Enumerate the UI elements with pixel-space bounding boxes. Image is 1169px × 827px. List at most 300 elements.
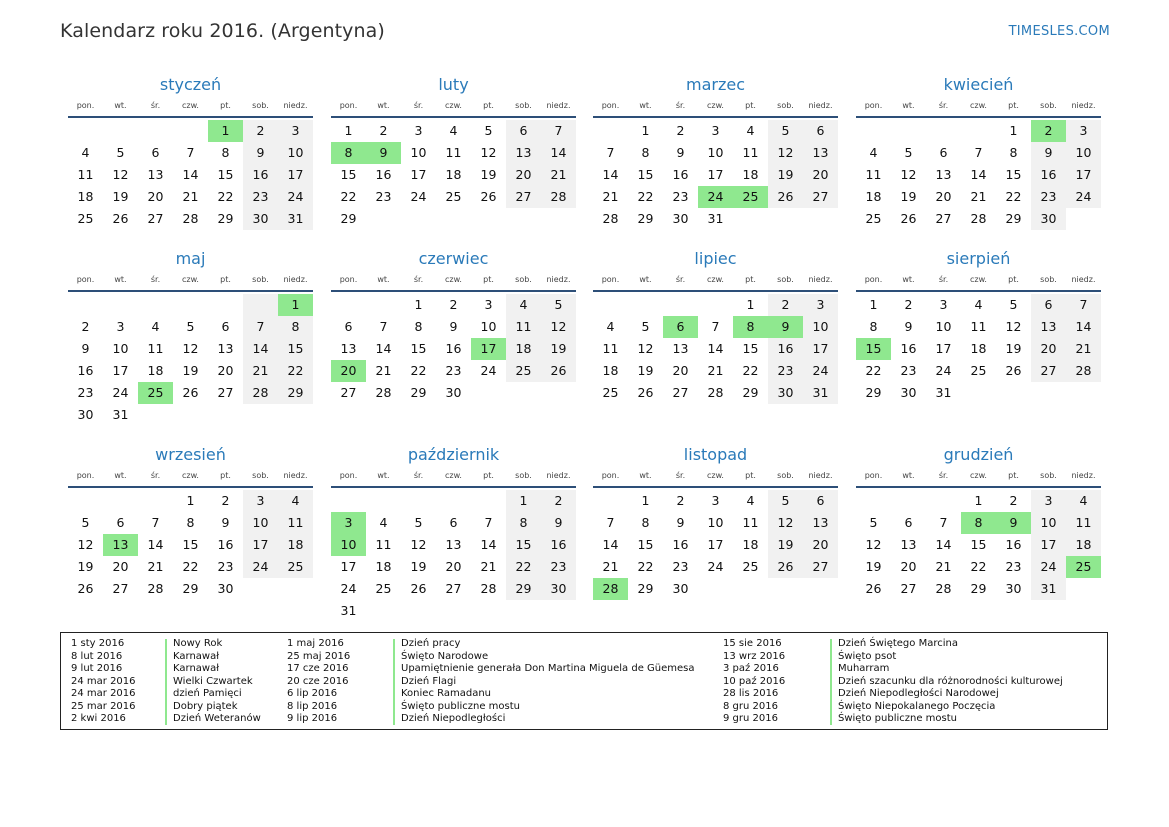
day-cell: 25	[77, 211, 94, 226]
day-cell: 24	[340, 581, 357, 596]
day-cell: 7	[186, 145, 195, 160]
day-cell: 3	[939, 297, 948, 312]
holiday-day-cell: 25	[1066, 556, 1101, 578]
day-cell: 18	[865, 189, 882, 204]
day-cell: 31	[112, 407, 129, 422]
day-cell: 7	[939, 515, 948, 530]
day-cell: 1	[641, 123, 650, 138]
day-cell: 6	[803, 120, 838, 142]
day-cell: 15	[1005, 167, 1022, 182]
day-cell: 14	[970, 167, 987, 182]
day-cell: 22	[865, 363, 882, 378]
holiday-day-cell: 9	[366, 142, 401, 164]
legend-date: 28 lis 2016	[723, 688, 779, 699]
weekday-label: czw.	[707, 471, 724, 480]
holiday-day-cell: 10	[331, 534, 366, 556]
day-cell: 17	[243, 534, 278, 556]
day-cell: 10	[1066, 142, 1101, 164]
day-cell: 21	[1066, 338, 1101, 360]
day-cell: 7	[484, 515, 493, 530]
day-cell: 6	[904, 515, 913, 530]
day-cell: 14	[243, 338, 278, 360]
day-cell: 29	[1005, 211, 1022, 226]
day-cell: 31	[707, 211, 724, 226]
day-cell: 24	[112, 385, 129, 400]
day-cell: 31	[278, 208, 313, 230]
days-grid	[68, 490, 313, 600]
day-cell: 11	[278, 512, 313, 534]
day-cell: 4	[1066, 490, 1101, 512]
day-cell: 11	[445, 145, 462, 160]
day-cell: 3	[414, 123, 423, 138]
weekday-label: sob.	[1040, 275, 1057, 284]
site-logo-link[interactable]: TIMESLES.COM	[1008, 24, 1110, 39]
day-cell: 4	[506, 294, 541, 316]
weekday-label: czw.	[970, 275, 987, 284]
holiday-day-cell: 8	[961, 512, 996, 534]
day-cell: 7	[974, 145, 983, 160]
day-cell: 8	[186, 515, 195, 530]
month-name: luty	[438, 75, 469, 94]
day-cell: 4	[278, 490, 313, 512]
day-cell: 24	[278, 186, 313, 208]
day-cell: 6	[116, 515, 125, 530]
weekday-header	[68, 274, 313, 292]
empty-day-cell	[331, 490, 366, 512]
day-cell: 12	[77, 537, 94, 552]
day-cell: 9	[221, 515, 230, 530]
weekday-label: pon.	[76, 101, 95, 110]
day-cell: 7	[606, 515, 615, 530]
day-cell: 3	[243, 490, 278, 512]
day-cell: 2	[221, 493, 230, 508]
day-cell: 1	[344, 123, 353, 138]
month-block	[68, 74, 313, 230]
day-cell: 13	[672, 341, 689, 356]
weekday-label: pt.	[745, 275, 756, 284]
empty-day-cell	[593, 294, 628, 316]
day-cell: 3	[278, 120, 313, 142]
day-cell: 17	[112, 363, 129, 378]
holiday-day-cell: 24	[698, 186, 733, 208]
holiday-day-cell: 20	[331, 360, 366, 382]
day-cell: 24	[410, 189, 427, 204]
weekday-label: pon.	[601, 471, 620, 480]
day-cell: 14	[480, 537, 497, 552]
day-cell: 13	[803, 512, 838, 534]
weekday-header	[856, 100, 1101, 118]
day-cell: 20	[803, 164, 838, 186]
day-cell: 4	[974, 297, 983, 312]
empty-day-cell	[68, 490, 103, 512]
day-cell: 26	[865, 581, 882, 596]
weekday-label: śr.	[938, 275, 949, 284]
weekday-label: śr.	[938, 101, 949, 110]
empty-day-cell	[698, 294, 733, 316]
legend-holiday: Karnawał	[173, 663, 220, 674]
holiday-day-cell: 25	[733, 186, 768, 208]
legend-holiday: Koniec Ramadanu	[401, 688, 491, 699]
day-cell: 21	[375, 363, 392, 378]
days-grid	[68, 120, 313, 230]
day-cell: 2	[243, 120, 278, 142]
day-cell: 28	[970, 211, 987, 226]
day-cell: 2	[904, 297, 913, 312]
legend-holiday: Karnawał	[173, 650, 220, 662]
empty-day-cell	[856, 490, 891, 512]
day-cell: 16	[1005, 537, 1022, 552]
day-cell: 30	[243, 208, 278, 230]
day-cell: 16	[217, 537, 234, 552]
day-cell: 12	[112, 167, 129, 182]
legend-holiday: Dzień Świętego Marcina	[838, 638, 958, 649]
day-cell: 30	[672, 581, 689, 596]
day-cell: 29	[637, 581, 654, 596]
day-cell: 17	[935, 341, 952, 356]
empty-day-cell	[208, 294, 243, 316]
weekday-label: pt.	[1008, 101, 1019, 110]
day-cell: 9	[676, 145, 685, 160]
legend-holiday: Dzień Niepodległości	[401, 713, 506, 724]
weekday-label: wt.	[114, 471, 127, 480]
empty-day-cell	[331, 294, 366, 316]
day-cell: 16	[900, 341, 917, 356]
holiday-day-cell: 6	[663, 316, 698, 338]
day-cell: 27	[803, 186, 838, 208]
day-cell: 25	[445, 189, 462, 204]
weekday-label: niedz.	[1071, 471, 1096, 480]
weekday-label: pon.	[864, 101, 883, 110]
day-cell: 20	[803, 534, 838, 556]
weekday-label: czw.	[182, 275, 199, 284]
day-cell: 13	[900, 537, 917, 552]
day-cell: 24	[1066, 186, 1101, 208]
weekday-label: wt.	[902, 275, 915, 284]
weekday-header	[68, 470, 313, 488]
day-cell: 27	[340, 385, 357, 400]
day-cell: 1	[1009, 123, 1018, 138]
weekday-header	[331, 470, 576, 488]
weekday-label: niedz.	[808, 471, 833, 480]
month-name: lipiec	[694, 249, 737, 268]
day-cell: 27	[900, 581, 917, 596]
day-cell: 19	[768, 164, 803, 186]
legend-date: 9 lip 2016	[287, 713, 338, 724]
day-cell: 26	[77, 581, 94, 596]
day-cell: 6	[221, 319, 230, 334]
day-cell: 27	[217, 385, 234, 400]
day-cell: 2	[1009, 493, 1018, 508]
day-cell: 28	[602, 211, 619, 226]
day-cell: 28	[935, 581, 952, 596]
day-cell: 30	[1005, 581, 1022, 596]
day-cell: 4	[449, 123, 458, 138]
day-cell: 8	[506, 512, 541, 534]
day-cell: 23	[900, 363, 917, 378]
weekday-label: czw.	[970, 471, 987, 480]
day-cell: 30	[1031, 208, 1066, 230]
day-cell: 13	[1031, 316, 1066, 338]
day-cell: 26	[900, 211, 917, 226]
legend-holiday: dzień Pamięci	[173, 688, 242, 699]
day-cell: 16	[77, 363, 94, 378]
day-cell: 8	[869, 319, 878, 334]
weekday-label: śr.	[413, 275, 424, 284]
legend-date: 24 mar 2016	[71, 688, 136, 699]
weekday-label: wt.	[377, 471, 390, 480]
weekday-label: pon.	[339, 275, 358, 284]
weekday-label: pt.	[483, 275, 494, 284]
empty-day-cell	[103, 294, 138, 316]
day-cell: 28	[243, 382, 278, 404]
day-cell: 23	[243, 186, 278, 208]
day-cell: 25	[278, 556, 313, 578]
day-cell: 17	[278, 164, 313, 186]
day-cell: 12	[900, 167, 917, 182]
day-cell: 29	[217, 211, 234, 226]
day-cell: 11	[77, 167, 94, 182]
weekday-label: pon.	[76, 471, 95, 480]
day-cell: 18	[445, 167, 462, 182]
day-cell: 25	[506, 360, 541, 382]
empty-day-cell	[138, 294, 173, 316]
empty-day-cell	[926, 490, 961, 512]
empty-day-cell	[401, 490, 436, 512]
day-cell: 5	[1009, 297, 1018, 312]
day-cell: 7	[243, 316, 278, 338]
weekday-label: czw.	[970, 101, 987, 110]
day-cell: 8	[641, 145, 650, 160]
legend-date: 1 sty 2016	[71, 638, 125, 649]
day-cell: 21	[602, 559, 619, 574]
day-cell: 15	[506, 534, 541, 556]
weekday-header	[593, 274, 838, 292]
legend-dates-col-3	[723, 638, 785, 726]
day-cell: 2	[379, 123, 388, 138]
day-cell: 22	[742, 363, 759, 378]
month-block	[331, 444, 576, 622]
day-cell: 20	[506, 164, 541, 186]
weekday-label: niedz.	[283, 275, 308, 284]
day-cell: 21	[970, 189, 987, 204]
day-cell: 22	[637, 189, 654, 204]
day-cell: 7	[711, 319, 720, 334]
day-cell: 17	[707, 167, 724, 182]
weekday-label: pon.	[601, 101, 620, 110]
legend-date: 8 lut 2016	[71, 650, 123, 662]
legend-holiday: Święto Niepokalanego Poczęcia	[838, 700, 996, 712]
days-grid	[593, 490, 838, 600]
day-cell: 9	[904, 319, 913, 334]
legend-date: 20 cze 2016	[287, 675, 349, 687]
weekday-label: śr.	[675, 275, 686, 284]
day-cell: 8	[221, 145, 230, 160]
day-cell: 7	[1066, 294, 1101, 316]
day-cell: 7	[606, 145, 615, 160]
day-cell: 4	[869, 145, 878, 160]
days-grid	[331, 294, 576, 404]
days-grid	[856, 120, 1101, 230]
weekday-label: sob.	[777, 275, 794, 284]
weekday-label: niedz.	[546, 275, 571, 284]
weekday-label: sob.	[252, 275, 269, 284]
weekday-label: sob.	[515, 101, 532, 110]
weekday-label: niedz.	[808, 275, 833, 284]
legend-holiday: Święto psot	[838, 650, 897, 662]
legend-dates-col-2	[287, 638, 350, 726]
day-cell: 17	[410, 167, 427, 182]
month-block	[856, 74, 1101, 230]
legend-date: 9 gru 2016	[723, 713, 778, 724]
day-cell: 11	[865, 167, 882, 182]
day-cell: 18	[742, 537, 759, 552]
day-cell: 26	[410, 581, 427, 596]
weekday-label: pt.	[483, 101, 494, 110]
day-cell: 14	[602, 537, 619, 552]
day-cell: 18	[742, 167, 759, 182]
day-cell: 19	[637, 363, 654, 378]
weekday-label: czw.	[707, 101, 724, 110]
weekday-label: śr.	[413, 101, 424, 110]
day-cell: 6	[939, 145, 948, 160]
day-cell: 4	[746, 493, 755, 508]
day-cell: 20	[1031, 338, 1066, 360]
day-cell: 26	[182, 385, 199, 400]
legend-holiday: Święto Narodowe	[401, 650, 489, 662]
day-cell: 15	[217, 167, 234, 182]
day-cell: 16	[243, 164, 278, 186]
day-cell: 14	[147, 537, 164, 552]
day-cell: 25	[865, 211, 882, 226]
weekday-header	[331, 274, 576, 292]
month-name: maj	[175, 249, 206, 268]
month-block	[856, 248, 1101, 404]
weekday-label: czw.	[445, 471, 462, 480]
day-cell: 8	[414, 319, 423, 334]
weekday-label: niedz.	[546, 101, 571, 110]
day-cell: 19	[410, 559, 427, 574]
day-cell: 10	[480, 319, 497, 334]
day-cell: 13	[340, 341, 357, 356]
day-cell: 10	[243, 512, 278, 534]
day-cell: 29	[742, 385, 759, 400]
day-cell: 11	[1066, 512, 1101, 534]
legend-date: 13 wrz 2016	[723, 650, 786, 662]
day-cell: 17	[707, 537, 724, 552]
day-cell: 18	[147, 363, 164, 378]
day-cell: 23	[1005, 559, 1022, 574]
day-cell: 13	[803, 142, 838, 164]
day-cell: 22	[970, 559, 987, 574]
empty-day-cell	[891, 120, 926, 142]
legend-holiday: Dzień Niepodległości Narodowej	[838, 688, 999, 699]
weekday-label: pon.	[339, 101, 358, 110]
day-cell: 3	[711, 123, 720, 138]
day-cell: 6	[1031, 294, 1066, 316]
day-cell: 27	[935, 211, 952, 226]
empty-day-cell	[103, 120, 138, 142]
weekday-header	[68, 100, 313, 118]
weekday-label: pt.	[220, 275, 231, 284]
empty-day-cell	[593, 120, 628, 142]
day-cell: 18	[278, 534, 313, 556]
day-cell: 11	[506, 316, 541, 338]
legend-names-col-3	[832, 638, 1063, 726]
day-cell: 21	[707, 363, 724, 378]
day-cell: 11	[970, 319, 987, 334]
day-cell: 6	[803, 490, 838, 512]
day-cell: 17	[803, 338, 838, 360]
day-cell: 29	[410, 385, 427, 400]
legend-date: 8 lip 2016	[287, 700, 338, 712]
day-cell: 15	[182, 537, 199, 552]
day-cell: 22	[217, 189, 234, 204]
weekday-label: wt.	[114, 101, 127, 110]
day-cell: 1	[641, 493, 650, 508]
day-cell: 20	[217, 363, 234, 378]
legend-date: 15 sie 2016	[723, 638, 782, 649]
month-block	[331, 248, 576, 404]
day-cell: 21	[147, 559, 164, 574]
day-cell: 29	[278, 382, 313, 404]
legend-holiday: Dobry piątek	[173, 700, 238, 712]
day-cell: 26	[112, 211, 129, 226]
day-cell: 29	[637, 211, 654, 226]
day-cell: 5	[541, 294, 576, 316]
day-cell: 31	[340, 603, 357, 618]
empty-day-cell	[891, 490, 926, 512]
day-cell: 18	[375, 559, 392, 574]
holiday-day-cell: 9	[996, 512, 1031, 534]
month-name: styczeń	[159, 75, 222, 94]
weekday-label: śr.	[413, 471, 424, 480]
day-cell: 27	[803, 556, 838, 578]
days-grid	[593, 120, 838, 230]
day-cell: 5	[484, 123, 493, 138]
day-cell: 20	[672, 363, 689, 378]
legend-date: 25 maj 2016	[287, 650, 351, 662]
weekday-label: wt.	[902, 471, 915, 480]
legend-holiday: Upamiętnienie generała Don Martina Miguela de Güemesa	[401, 663, 695, 674]
weekday-label: wt.	[639, 101, 652, 110]
day-cell: 14	[541, 142, 576, 164]
day-cell: 1	[414, 297, 423, 312]
legend-date: 8 gru 2016	[723, 700, 778, 712]
day-cell: 9	[449, 319, 458, 334]
day-cell: 12	[410, 537, 427, 552]
empty-day-cell	[926, 120, 961, 142]
day-cell: 19	[112, 189, 129, 204]
day-cell: 27	[112, 581, 129, 596]
day-cell: 26	[1005, 363, 1022, 378]
day-cell: 5	[869, 515, 878, 530]
weekday-label: czw.	[445, 101, 462, 110]
day-cell: 13	[445, 537, 462, 552]
day-cell: 30	[541, 578, 576, 600]
holiday-day-cell: 8	[733, 316, 768, 338]
month-name: kwiecień	[943, 75, 1014, 94]
day-cell: 19	[480, 167, 497, 182]
day-cell: 11	[742, 515, 759, 530]
weekday-label: wt.	[377, 275, 390, 284]
weekday-label: niedz.	[546, 471, 571, 480]
day-cell: 16	[768, 338, 803, 360]
day-cell: 24	[803, 360, 838, 382]
holiday-day-cell: 15	[856, 338, 891, 360]
day-cell: 9	[1031, 142, 1066, 164]
day-cell: 23	[375, 189, 392, 204]
legend-holiday: Dzień szacunku dla różnorodności kulturowej	[838, 675, 1063, 687]
